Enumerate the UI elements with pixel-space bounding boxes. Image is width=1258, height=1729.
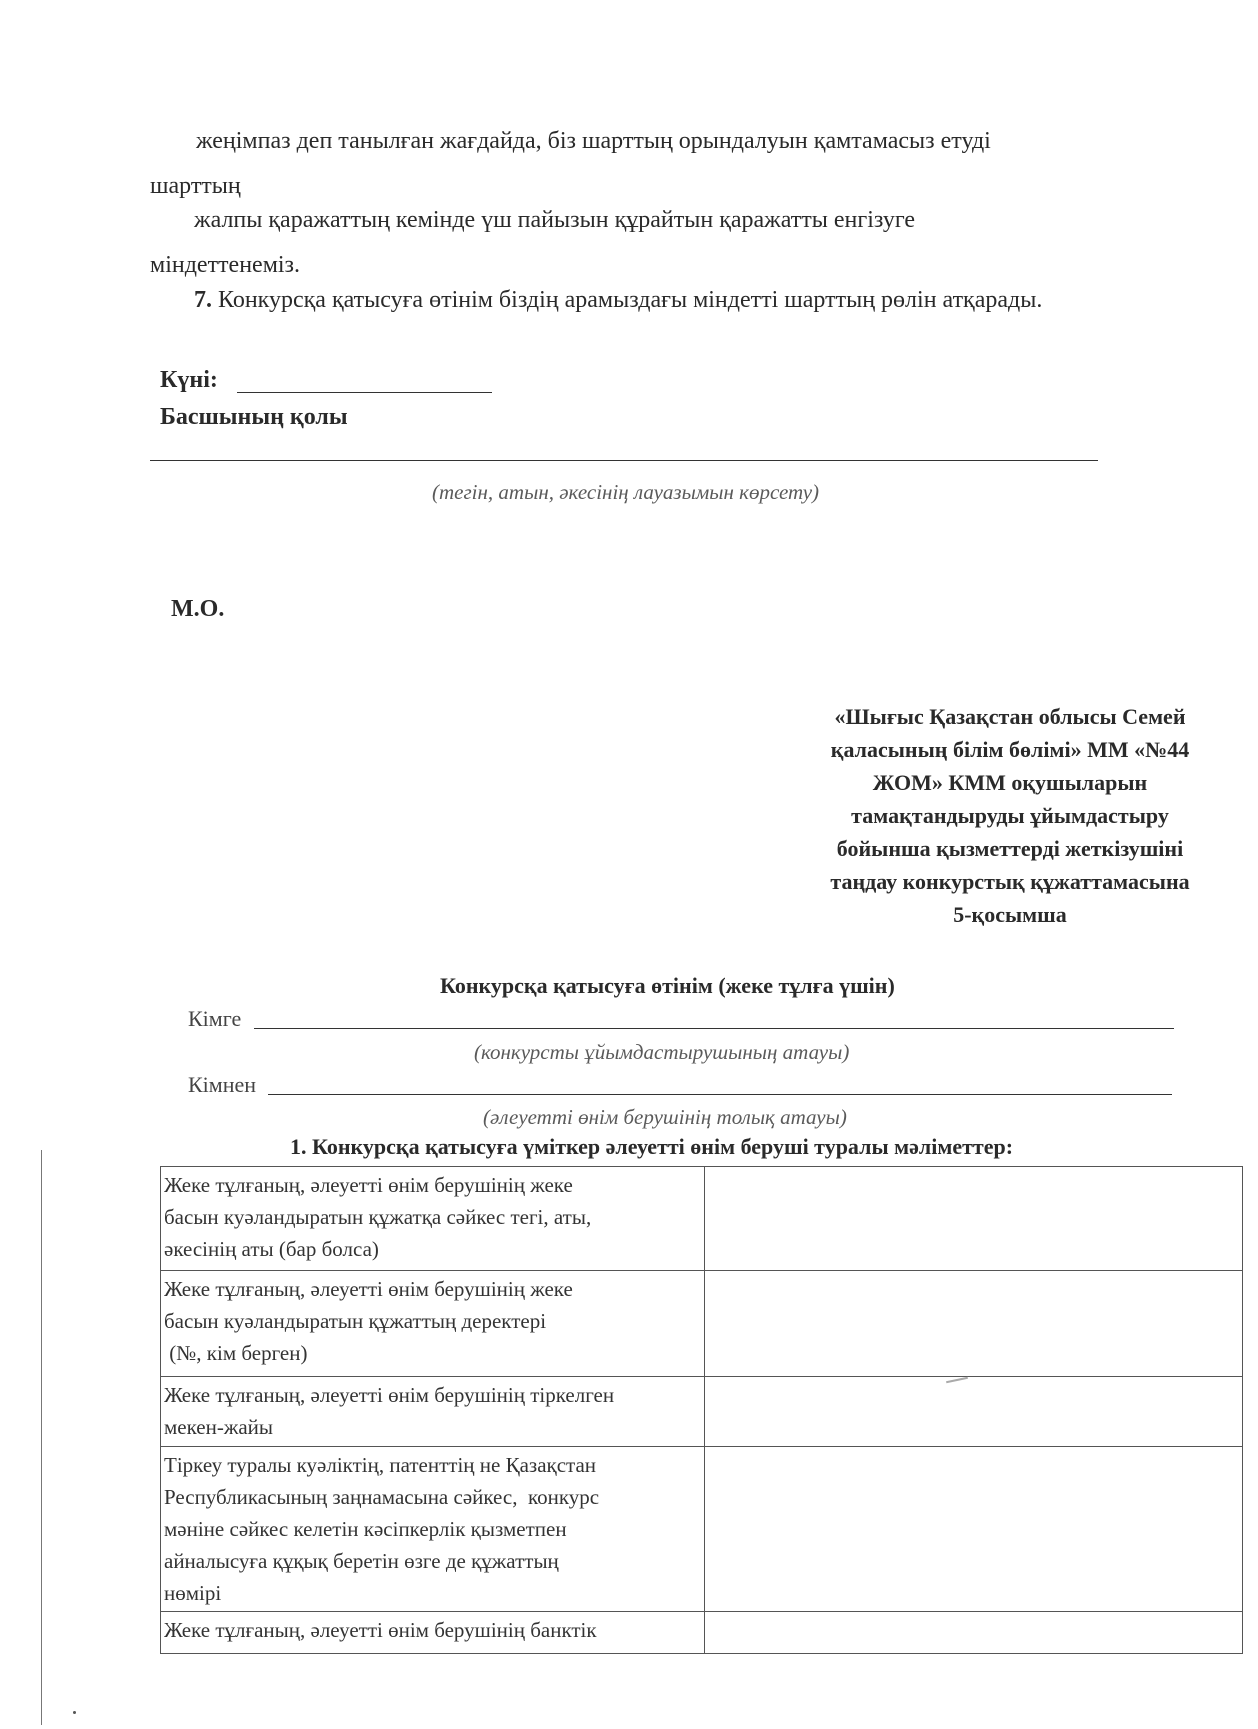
- table-row: [161, 1377, 1243, 1447]
- annex-line-1: «Шығыс Қазақстан облысы Семей: [834, 704, 1186, 729]
- table-row: [161, 1447, 1243, 1612]
- row-value-cell: [705, 1271, 1243, 1377]
- row-label-line: мекен-жайы: [164, 1415, 274, 1439]
- row-label-line: мәніне сәйкес келетін кәсіпкерлік қызметпен: [164, 1517, 567, 1541]
- from-caption: (әлеуетті өнім берушінің толық атауы): [483, 1105, 847, 1129]
- scan-dot: [73, 1711, 76, 1714]
- paragraph-line-1: жеңімпаз деп танылған жағдайда, біз шарттың орындалуын қамтамасыз етуді: [196, 128, 991, 154]
- row-label-cell: [161, 1377, 705, 1447]
- annex-line-2: қаласының білім бөлімі» ММ «№44: [830, 737, 1190, 762]
- row-label-cell: [161, 1271, 705, 1377]
- row-label-line: Жеке тұлғаның, әлеуетті өнім берушінің тіркелген: [164, 1383, 615, 1407]
- row-label-line: Жеке тұлғаның, әлеуетті өнім берушінің жеке: [164, 1277, 573, 1301]
- paragraph-line-4: міндеттенеміз.: [150, 252, 301, 278]
- annex-line-4: тамақтандыруды ұйымдастыру: [851, 803, 1169, 828]
- signature-caption: (тегін, атын, әкесінің лауазымын көрсету): [432, 480, 820, 504]
- row-label-cell: [161, 1612, 705, 1654]
- annex-header: [790, 700, 1230, 931]
- item-7: [194, 287, 1042, 314]
- scan-margin-line: [41, 1150, 42, 1725]
- to-label: Кімге: [188, 1006, 242, 1031]
- row-label-line: әкесінің аты (бар болса): [164, 1237, 379, 1261]
- annex-line-7: 5-қосымша: [953, 902, 1067, 927]
- row-value-cell: [705, 1612, 1243, 1654]
- from-label: Кімнен: [188, 1072, 257, 1097]
- annex-line-5: бойынша қызметтерді жеткізушіні: [836, 836, 1184, 861]
- item-7-text: Конкурсқа қатысуға өтінім біздің арамыздағы міндетті шарттың рөлін атқарады.: [212, 287, 1043, 313]
- row-label-line: (№, кім берген): [164, 1341, 308, 1365]
- table-row: [161, 1612, 1243, 1654]
- form-title: Конкурсқа қатысуға өтінім (жеке тұлға үшін): [440, 973, 895, 998]
- paragraph-line-2: шарттың: [150, 173, 241, 199]
- row-label-line: Тіркеу туралы куәліктің, патенттің не Қазақстан: [164, 1453, 597, 1477]
- date-label: Күні:: [160, 367, 218, 393]
- annex-line-6: таңдау конкурстық құжаттамасына: [830, 869, 1190, 894]
- row-value-cell: [705, 1167, 1243, 1271]
- table-row: [161, 1271, 1243, 1377]
- row-label-line: басын куәландыратын құжаттың деректері: [164, 1309, 547, 1333]
- row-label-cell: [161, 1447, 705, 1612]
- row-value-cell: [705, 1447, 1243, 1612]
- annex-line-3: ЖОМ» КММ оқушыларын: [872, 770, 1148, 795]
- row-label-line: Жеке тұлғаның, әлеуетті өнім берушінің банктік: [164, 1618, 597, 1642]
- to-caption: (конкурсты ұйымдастырушының атауы): [474, 1040, 850, 1064]
- seal-label: М.О.: [171, 596, 225, 622]
- row-label-line: Республикасының заңнамасына сәйкес, конкурс: [164, 1485, 600, 1509]
- row-label-line: басын куәландыратын құжатқа сәйкес тегі, аты,: [164, 1205, 592, 1229]
- supplier-info-table: [160, 1166, 1243, 1654]
- paragraph-line-3: жалпы қаражаттың кемінде үш пайызын құрайтын қаражатты енгізуге: [194, 207, 916, 233]
- date-line: [237, 392, 492, 393]
- to-line: [254, 1028, 1174, 1029]
- row-label-line: нөмірі: [164, 1581, 222, 1605]
- section-1-title: 1. Конкурсқа қатысуға үміткер әлеуетті өнім беруші туралы мәліметтер:: [290, 1134, 1014, 1159]
- table-row: [161, 1167, 1243, 1271]
- row-label-line: Жеке тұлғаның, әлеуетті өнім берушінің жеке: [164, 1173, 573, 1197]
- item-7-number: 7.: [194, 287, 212, 313]
- from-line: [268, 1094, 1172, 1095]
- signature-line: [150, 460, 1098, 461]
- head-signature-label: Басшының қолы: [160, 404, 348, 430]
- row-label-cell: [161, 1167, 705, 1271]
- row-label-line: айналысуға құқық беретін өзге де құжаттың: [164, 1549, 559, 1573]
- row-value-cell: [705, 1377, 1243, 1447]
